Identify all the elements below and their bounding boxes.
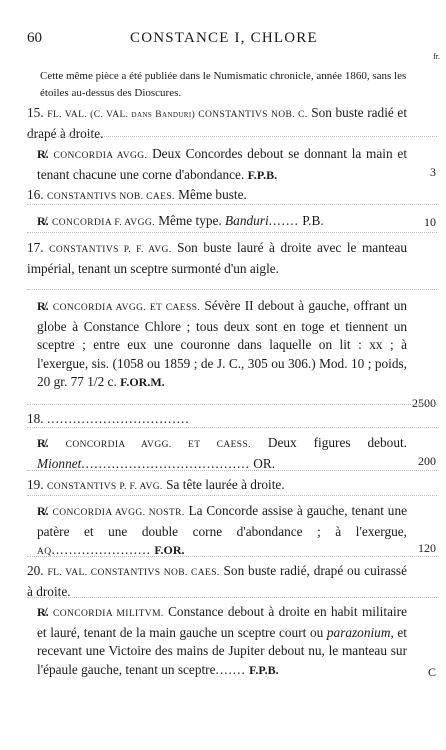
entry-17-reverse	[37, 297, 407, 392]
metal-size: OR.	[253, 455, 276, 471]
legend: CONSTANTIVS NOB. CAES.	[46, 192, 175, 202]
metal-size: F.P.B.	[247, 167, 278, 182]
author-ref: Mionnet	[37, 455, 82, 471]
entry-20-obverse	[27, 562, 407, 601]
entry-number: 15.	[27, 105, 44, 120]
divider	[27, 232, 437, 233]
legend: CONCORDIA F. AVGG.	[52, 218, 155, 228]
divider	[27, 597, 437, 598]
value-18: 200	[418, 454, 436, 468]
divider	[27, 289, 437, 290]
value-15: 3	[430, 165, 436, 179]
corner-mark: fr.	[433, 52, 440, 61]
description: Constance debout à droite en habit militaire et lauré, tenant de la main gauche un sceptre court ou	[37, 604, 407, 640]
page-number: 60	[27, 30, 42, 46]
description: La Concorde assise à gauche, tenant une patère et une double corne d'abondance ; à l'exergue,	[37, 503, 407, 539]
entry-number: 20.	[27, 563, 44, 578]
divider	[27, 204, 437, 205]
entry-20-reverse: R̸. CONCORDIA MILITVM. Constance debout à droite en habit militaire et lauré, tenant de la main gauche un sceptre court ou parazonium, et recevant une Victoire des mains de Jupiter debout nu, le manteau sur l'épaule gauche, tenant un sceptre....... F.P.B.	[37, 604, 407, 677]
description-continued: , et recevant une Victoire des mains de Jupiter debout nu, le manteau sur l'épaule gauche, tenant un sceptre	[37, 624, 407, 677]
reverse-mark: R̸.	[37, 605, 49, 619]
entry-number: 19.	[27, 477, 44, 492]
entry-number: 18.	[27, 411, 44, 426]
description: Même type.	[158, 213, 222, 228]
divider	[27, 404, 437, 405]
value-16: 10	[424, 215, 436, 229]
entry-16-reverse: R̸. CONCORDIA F. AVGG. Même type. Banduri....... P.B.	[37, 213, 324, 228]
reverse-mark: R̸.	[37, 147, 49, 161]
entry-18-reverse: R̸. CONCORDIA AVGG. ET CAESS. Deux figures debout. Mionnet....................................... OR.	[37, 435, 407, 471]
description: Sa tête laurée à droite.	[166, 477, 285, 492]
description: Même buste.	[178, 187, 247, 202]
description: Sévère II debout à gauche, offrant un globe à Constance Chlore ; tous deux sont en toge et tiennent un sceptre ; entre eux une couronne dans laquelle on lit : xx ; à l'exergue, sis. (1058 ou 1859 ; de J. C., 305 ou 306.) Mod. 10 ; poids, 20 gr. 77 1/2 c.	[37, 298, 408, 389]
legend: FL. VAL. (C. VAL. dans Banduri) CONSTANTIVS NOB. C.	[47, 110, 308, 120]
reverse-mark: R̸.	[37, 436, 49, 450]
divider	[27, 470, 437, 471]
divider	[27, 136, 437, 137]
reverse-mark: R̸.	[37, 214, 49, 228]
intro-note: Cette même pièce a été publiée dans le Numismatic chronicle, année 1860, sans les étoiles au-dessus des Dioscures.	[40, 70, 407, 99]
exergue-mark: AQ	[37, 547, 52, 557]
legend: CONSTANTIVS P. F. AVG.	[46, 482, 163, 492]
value-17: 2500	[412, 396, 436, 410]
entry-number: 16.	[27, 187, 44, 202]
metal-size: P.B.	[302, 213, 324, 228]
description: Deux Concordes debout se donnant la main et tenant chacune une corne d'abondance.	[37, 146, 408, 182]
metal-size: F.OR.M.	[120, 375, 165, 389]
divider	[27, 495, 437, 496]
divider	[27, 556, 437, 557]
metal-size: F.OR.	[154, 543, 185, 557]
metal-size: F.P.B.	[249, 662, 279, 677]
legend: CONSTANTIVS P. F. AVG.	[49, 245, 172, 255]
entry-15-obverse	[27, 104, 407, 143]
description: Son buste radié, drapé ou cuirassé à droite.	[27, 563, 408, 599]
reverse-mark: R̸.	[37, 504, 49, 518]
value-20: C	[427, 665, 436, 679]
legend: CONCORDIA AVGG. ET CAESS.	[65, 440, 251, 450]
legend: FL. VAL. CONSTANTIVS NOB. CAES.	[47, 568, 220, 578]
entry-17-obverse	[27, 239, 407, 278]
italic-term: parazonium	[326, 624, 391, 640]
description: Son buste radié et drapé à droite.	[27, 105, 408, 141]
reverse-mark: R̸.	[37, 299, 49, 313]
entry-19-reverse: R̸. CONCORDIA AVGG. NOSTR. La Concorde assise à gauche, tenant une patère et une double corne d'abondance ; à l'exergue, AQ....................... F.OR.	[37, 503, 407, 557]
entry-18-obverse: 18. .................................	[27, 411, 190, 426]
page-title: CONSTANCE I, CHLORE	[130, 30, 318, 46]
divider	[27, 427, 437, 428]
value-19: 120	[418, 541, 436, 555]
author-ref: Banduri	[225, 213, 269, 228]
legend: CONCORDIA MILITVM.	[53, 609, 164, 619]
legend: CONCORDIA AVGG.	[53, 151, 148, 161]
entry-19-obverse	[27, 476, 407, 497]
description: Son buste lauré à droite avec le manteau impérial, tenant un sceptre surmonté d'un aigle.	[27, 240, 408, 276]
entry-number: 17.	[27, 240, 44, 255]
entry-15-reverse	[37, 145, 407, 184]
description: Deux figures debout.	[267, 435, 407, 450]
legend: CONCORDIA AVGG. ET CAESS.	[52, 303, 201, 313]
legend: CONCORDIA AVGG. NOSTR.	[52, 508, 185, 518]
